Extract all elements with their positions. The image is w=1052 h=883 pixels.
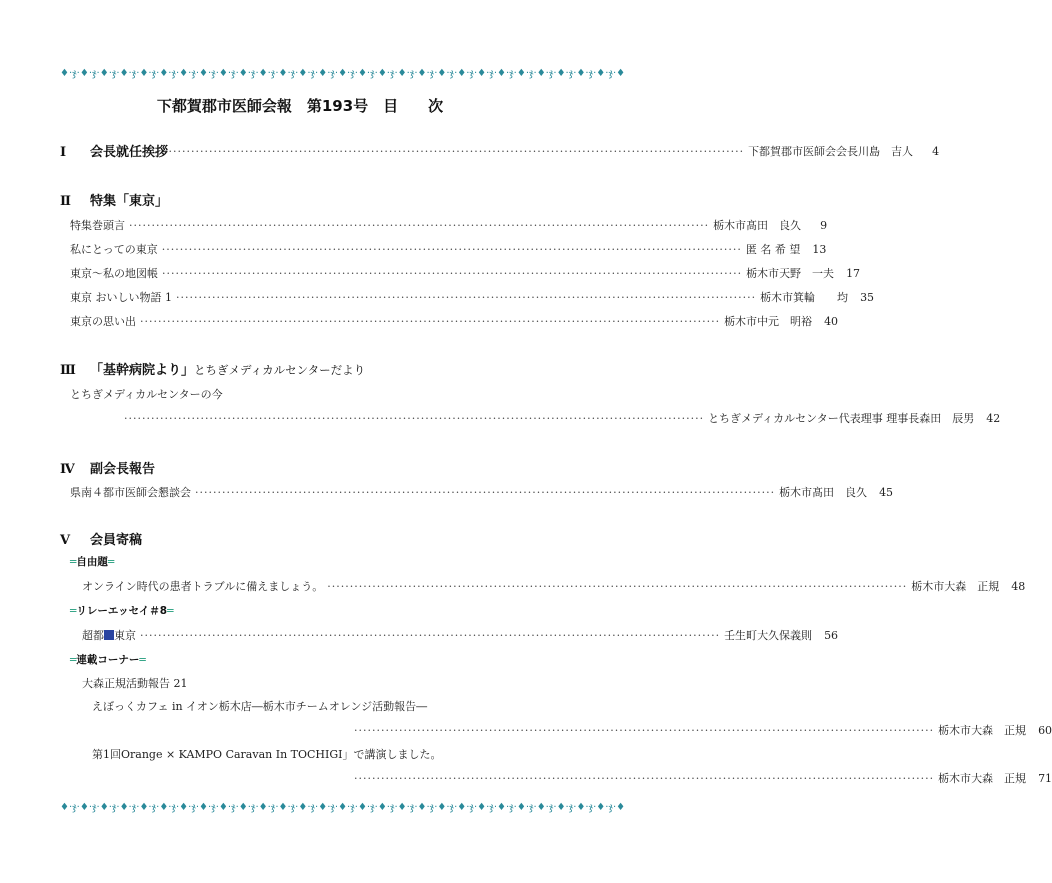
- section-3-heading: Ⅲ 「基幹病院より」とちぎメディカルセンターだより: [60, 363, 366, 378]
- dot-leader: ·································································································································: [129, 219, 710, 232]
- page-title: 下都賀郡市医師会報 第193号 目 次: [156, 97, 444, 115]
- entry-title: オンライン時代の患者トラブルに備えましょう。: [82, 580, 324, 593]
- dot-leader: ·································································································································: [124, 412, 705, 425]
- dot-leader: ·································································································································: [140, 629, 721, 642]
- entry-page: 56: [824, 629, 839, 642]
- dot-leader: ·································································································································: [140, 315, 721, 328]
- entry-affiliation: 栃木市: [724, 315, 758, 328]
- category-relay-essay: ═リレーエッセイ＃8═: [70, 605, 174, 617]
- entry-title: えぼっくカフェ in イオン栃木店―栃木市チームオレンジ活動報告―: [92, 700, 428, 713]
- entry-affiliation: 栃木市: [779, 486, 813, 499]
- entry-author: 中元 明裕: [757, 315, 813, 328]
- entry-title: 東京～私の地図帳: [70, 267, 158, 280]
- entry-page: 60: [1038, 724, 1052, 737]
- toc-entry[interactable]: [70, 313, 839, 329]
- entry-author: 髙田 良久: [746, 219, 802, 232]
- marker-square: [104, 630, 114, 640]
- entry-author: 川島 吉人: [858, 145, 914, 158]
- entry-affiliation: 壬生町: [724, 629, 758, 642]
- section-5-heading: Ⅴ 会員寄稿: [60, 533, 143, 548]
- toc-entry[interactable]: [350, 770, 1052, 786]
- dot-leader: ·································································································································: [162, 267, 743, 280]
- entry-affiliation: 下都賀郡市医師会会長: [748, 145, 859, 158]
- toc-entry[interactable]: [70, 289, 875, 305]
- toc-entry[interactable]: [82, 578, 1026, 594]
- entry-page: 45: [879, 486, 894, 499]
- toc-entry[interactable]: [82, 627, 839, 643]
- toc-entry[interactable]: [70, 484, 894, 500]
- toc-entry[interactable]: [70, 265, 861, 281]
- entry-author: 箕輪 均: [793, 291, 849, 304]
- entry-affiliation: とちぎメディカルセンター代表理事 理事長: [708, 412, 920, 425]
- entry-page: 35: [860, 291, 875, 304]
- entry-page: 40: [824, 315, 839, 328]
- entry-author: 髙田 良久: [812, 486, 868, 499]
- dot-leader: ·································································································································: [176, 291, 757, 304]
- entry-title: 県南４都市医師会懇談会: [70, 486, 191, 499]
- entry-title: 私にとっての東京: [70, 243, 158, 256]
- entry-title: 東京 おいしい物語 1: [70, 291, 172, 304]
- entry-page: 17: [846, 267, 861, 280]
- entry-affiliation: 栃木市: [746, 267, 780, 280]
- entry-title: 大森正規活動報告 21: [82, 677, 188, 690]
- entry-author: 天野 一夫: [779, 267, 835, 280]
- entry-page: 42: [986, 412, 1001, 425]
- entry-title: 東京の思い出: [70, 315, 136, 328]
- toc-entry[interactable]: [160, 143, 940, 159]
- entry-author: 大森 正規: [971, 772, 1027, 785]
- entry-title: 超都 東京: [82, 629, 136, 642]
- entry-title: 特集巻頭言: [70, 219, 125, 232]
- entry-affiliation: 栃木市: [911, 580, 945, 593]
- entry-page: 48: [1011, 580, 1026, 593]
- dot-leader: ·································································································································: [354, 724, 935, 737]
- entry-title: 第1回Orange × KAMPO Caravan In TOCHIGI」で講演しました。: [92, 748, 442, 761]
- dot-leader: ·································································································································: [354, 772, 935, 785]
- entry-page: 71: [1038, 772, 1052, 785]
- entry-page: 4: [932, 145, 940, 158]
- category-serial-corner: ═連載コーナー═: [70, 654, 146, 666]
- toc-entry[interactable]: [120, 410, 1001, 426]
- dot-leader: ·································································································································: [195, 486, 776, 499]
- category-free-topic: ═自由題═: [70, 556, 115, 568]
- entry-affiliation: 栃木市: [760, 291, 794, 304]
- toc-entry[interactable]: [70, 217, 828, 233]
- dot-leader: ·································································································································: [327, 580, 908, 593]
- dot-leader: ·································································································································: [164, 145, 745, 158]
- section-1-heading: Ⅰ 会長就任挨拶: [60, 145, 169, 160]
- entry-author: 匿 名 希 望: [745, 243, 801, 256]
- section-2-heading: Ⅱ 特集「東京」: [60, 194, 169, 209]
- entry-affiliation: 栃木市: [938, 772, 972, 785]
- toc-entry[interactable]: [70, 241, 827, 257]
- entry-author: 大森 正規: [971, 724, 1027, 737]
- entry-author: 大森 正規: [944, 580, 1000, 593]
- entry-page: 13: [812, 243, 827, 256]
- entry-author: 大久保義則: [757, 629, 813, 642]
- section-4-heading: Ⅳ 副会長報告: [60, 462, 156, 477]
- entry-affiliation: 栃木市: [713, 219, 747, 232]
- entry-affiliation: 栃木市: [938, 724, 972, 737]
- toc-entry[interactable]: [350, 722, 1052, 738]
- entry-author: 森田 辰男: [919, 412, 975, 425]
- dot-leader: ·································································································································: [161, 243, 742, 256]
- entry-page: 9: [820, 219, 828, 232]
- decorative-border-bottom: ♦·ჯ·♦·ჯ·♦·ჯ·♦·ჯ·♦·ჯ·♦·ჯ·♦·ჯ·♦·ჯ·♦·ჯ·♦·ჯ·♦·ჯ·♦·ჯ·♦·ჯ·♦·ჯ·♦·ჯ·♦·ჯ·♦·ჯ·♦·ჯ·♦·ჯ·♦·ჯ·♦·ჯ·♦·ჯ·♦·ჯ·♦·ჯ·♦·ჯ·♦·ჯ·♦·ჯ·♦·ჯ·♦: [60, 802, 626, 813]
- entry-title: とちぎメディカルセンターの今: [70, 388, 223, 401]
- decorative-border-top: ♦·ჯ·♦·ჯ·♦·ჯ·♦·ჯ·♦·ჯ·♦·ჯ·♦·ჯ·♦·ჯ·♦·ჯ·♦·ჯ·♦·ჯ·♦·ჯ·♦·ჯ·♦·ჯ·♦·ჯ·♦·ჯ·♦·ჯ·♦·ჯ·♦·ჯ·♦·ჯ·♦·ჯ·♦·ჯ·♦·ჯ·♦·ჯ·♦·ჯ·♦·ჯ·♦·ჯ·♦·ჯ·♦: [60, 68, 626, 79]
